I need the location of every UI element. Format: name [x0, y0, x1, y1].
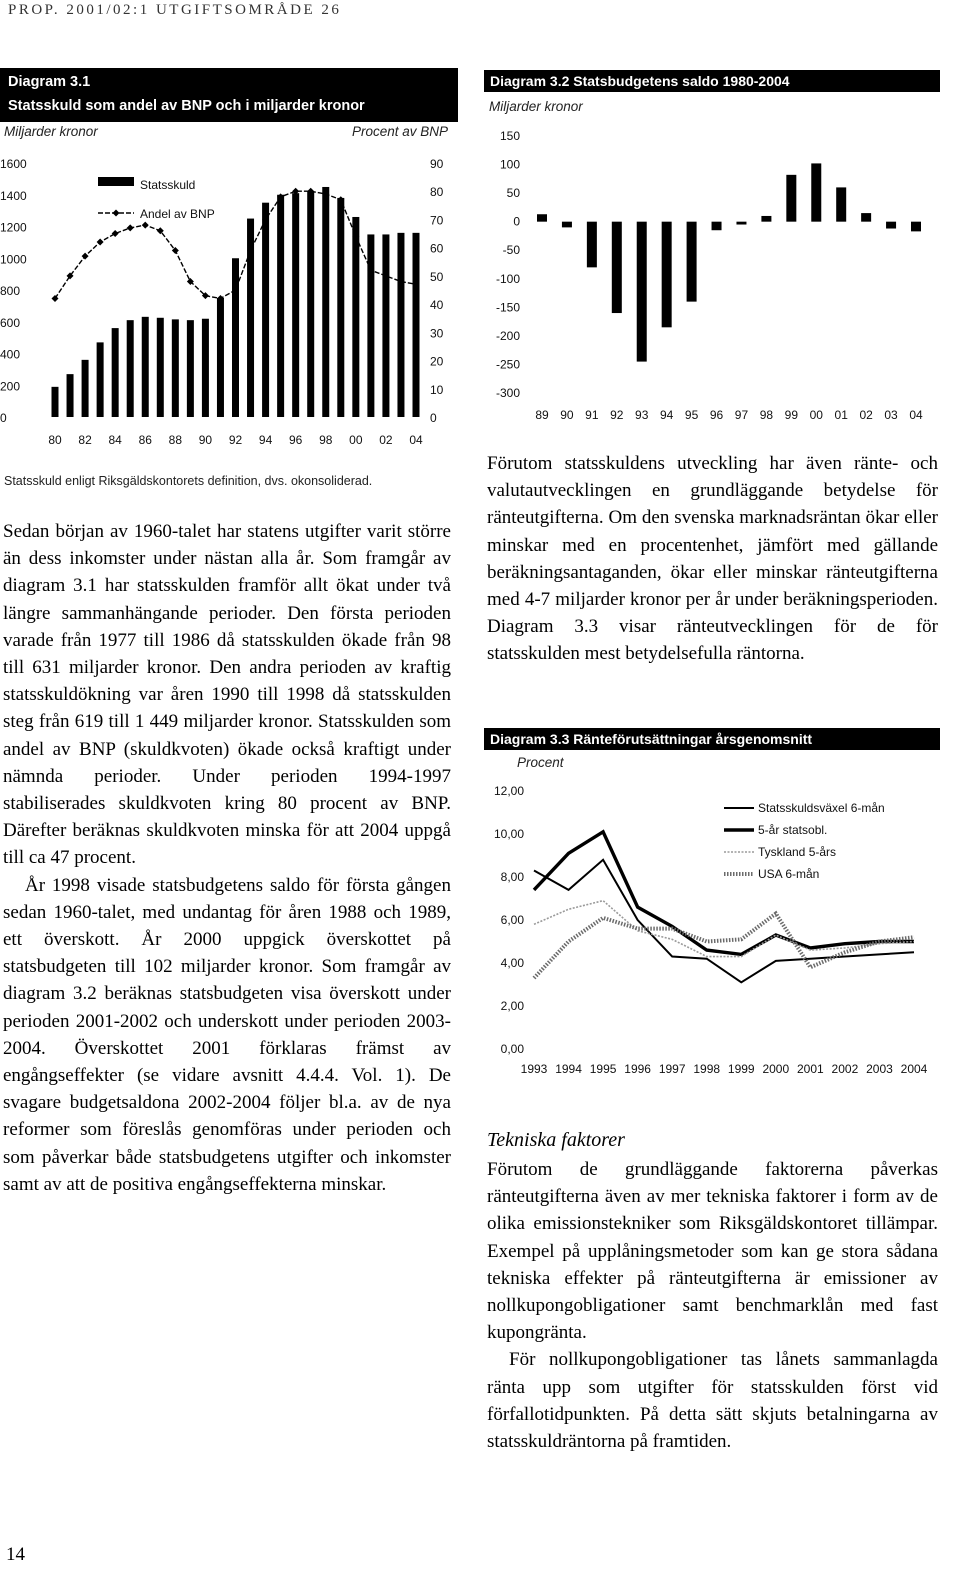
debt-bar: [112, 328, 119, 417]
balance-bar: [587, 222, 597, 268]
y-left-tick-label: 1000: [0, 252, 27, 267]
legend-label: USA 6-mån: [758, 867, 820, 881]
left-column-text: [3, 518, 451, 1198]
x-tick-label: 03: [884, 408, 898, 422]
y-tick-label: 12,00: [493, 784, 524, 798]
y-right-tick-label: 0: [430, 411, 437, 425]
right-column-text: [487, 450, 938, 668]
debt-bar: [97, 342, 104, 417]
y-tick-label: -300: [495, 386, 520, 400]
diagram1-right-unit: Procent av BNP: [352, 124, 449, 139]
legend-bar-swatch: [98, 177, 134, 186]
legend-label-share: Andel av BNP: [140, 207, 215, 221]
diagram3-title-bar: Diagram 3.3 Ränteförutsättningar årsgenomsnitt: [484, 728, 940, 750]
y-tick-label: 6,00: [500, 913, 524, 927]
debt-bar: [52, 387, 59, 417]
debt-bar: [413, 233, 420, 417]
y-right-tick-label: 50: [430, 269, 444, 284]
y-right-tick-label: 60: [430, 241, 444, 256]
debt-chart: [0, 145, 470, 455]
y-tick-label: 150: [499, 129, 520, 143]
x-tick-label: 2004: [900, 1062, 928, 1076]
x-tick-label: 1996: [624, 1062, 651, 1076]
balance-bar: [786, 175, 796, 222]
x-tick-label: 94: [258, 433, 273, 447]
diagram2-title-bar: Diagram 3.2 Statsbudgetens saldo 1980-2004: [484, 70, 940, 92]
running-header: PROP. 2001/02:1 UTGIFTSOMRÅDE 26: [8, 2, 342, 18]
debt-bar: [262, 203, 269, 417]
rate-series-line: [534, 914, 914, 979]
x-tick-label: 1994: [555, 1062, 582, 1076]
right-paragraph: Förutom statsskuldens utveckling har även ränte- och valutautvecklingen en grundläggande betydelse för ränteutgifterna. Om den svenska marknadsräntan ökar eller minskar med en procentenhet, jämfört med gällande beräkningsantaganden, ökar eller minskar ränteutgifterna med 4-7 miljarder kronor per år under beräkningsperioden. Diagram 3.3 visar ränteutvecklingen för de för statsskulden mest betydelsefulla räntorna.: [487, 453, 938, 665]
y-tick-label: 100: [499, 157, 520, 172]
x-tick-label: 2002: [831, 1062, 859, 1076]
debt-bar: [397, 233, 404, 417]
x-tick-label: 80: [48, 433, 62, 447]
debt-bar: [67, 374, 74, 417]
left-paragraph-2: År 1998 visade statsbudgetens saldo för första gången sedan 1960-talet, med undantag för åren 1988 och 1989, ett överskott. År 2000 uppgick överskottet på statsbudgeten till 102 miljarder kronor. Som framgår av diagram 3.2 beräknas statsbudgeten visa överskott under perioden 2001-2002 och underskott under perioden 2003-2004. Överskottet 2001 förklaras främst av engångseffekter (se vidare avsnitt 4.4.4. Vol. 1). De svagare budgetsaldona 2002-2004 följer bl.a. av de nya reformer som föreslås genomföras under perioden och som påverkar både statsbudgetens utgifter och inkomster samt av att de positiva engångseffekterna minskar.: [3, 874, 451, 1195]
bnp-share-point: [82, 253, 89, 260]
debt-bar: [307, 192, 314, 417]
y-left-tick-label: 600: [0, 315, 21, 330]
x-tick-label: 1999: [727, 1062, 755, 1076]
balance-bar: [911, 222, 921, 232]
debt-bar: [337, 198, 344, 417]
x-tick-label: 00: [809, 408, 823, 422]
x-tick-label: 04: [409, 433, 423, 447]
x-tick-label: 82: [78, 433, 92, 447]
bnp-share-point: [112, 230, 119, 237]
y-right-tick-label: 90: [430, 157, 444, 171]
x-tick-label: 84: [108, 433, 122, 447]
balance-bar: [712, 222, 722, 231]
debt-bar: [157, 318, 164, 417]
diagram2-unit: Miljarder kronor: [489, 99, 583, 114]
debt-bar: [142, 317, 149, 417]
debt-bar: [232, 258, 239, 417]
rate-series-line: [534, 832, 914, 955]
y-left-tick-label: 200: [0, 379, 21, 394]
legend-label: Tyskland 5-års: [758, 845, 837, 859]
x-tick-label: 2003: [866, 1062, 893, 1076]
balance-bar: [637, 222, 647, 362]
x-tick-label: 96: [709, 408, 724, 422]
legend-label: 5-år statsobl.: [758, 823, 828, 837]
y-left-tick-label: 0: [0, 411, 7, 425]
diagram1-title: Statsskuld som andel av BNP och i miljarder kronor: [8, 98, 365, 114]
y-tick-label: 0,00: [500, 1042, 524, 1056]
y-left-tick-label: 1200: [0, 220, 27, 235]
y-right-tick-label: 80: [430, 185, 444, 200]
legend-label-debt: Statsskuld: [140, 178, 196, 192]
section-subheading: Tekniska faktorer: [487, 1129, 625, 1151]
x-tick-label: 92: [228, 433, 243, 447]
x-tick-label: 91: [585, 408, 599, 422]
balance-bar: [687, 222, 697, 302]
x-tick-label: 86: [138, 433, 152, 447]
debt-bar: [82, 360, 89, 417]
rate-series-line: [534, 901, 914, 957]
rate-series-line: [534, 860, 914, 983]
balance-bar: [836, 187, 846, 221]
x-tick-label: 90: [198, 433, 213, 447]
x-tick-label: 93: [635, 408, 649, 422]
budget-balance-chart: [484, 120, 940, 430]
bottom-right-text: [487, 1156, 938, 1455]
x-tick-label: 99: [784, 408, 799, 422]
x-tick-label: 01: [834, 408, 848, 422]
y-left-tick-label: 400: [0, 347, 21, 362]
legend-label: Statsskuldsväxel 6-mån: [758, 801, 885, 815]
x-tick-label: 2000: [762, 1062, 790, 1076]
x-tick-label: 04: [909, 408, 923, 422]
x-tick-label: 98: [319, 433, 333, 447]
debt-bar: [217, 298, 224, 417]
x-tick-label: 98: [759, 408, 774, 422]
debt-bar: [172, 319, 179, 417]
balance-bar: [736, 222, 746, 225]
debt-bar: [292, 193, 299, 417]
y-left-tick-label: 1400: [0, 188, 27, 203]
debt-bar: [367, 234, 374, 417]
debt-bar: [322, 187, 329, 417]
bnp-share-point: [97, 239, 104, 246]
y-tick-label: 4,00: [500, 956, 524, 970]
y-tick-label: 50: [506, 186, 520, 201]
debt-bar: [202, 319, 209, 417]
balance-bar: [761, 216, 771, 222]
y-tick-label: -150: [495, 300, 520, 315]
bnp-share-point: [127, 224, 134, 231]
x-tick-label: 1993: [520, 1062, 548, 1076]
balance-bar: [811, 163, 821, 221]
balance-bar: [537, 214, 547, 221]
x-tick-label: 94: [659, 408, 674, 422]
balance-bar: [562, 222, 572, 228]
x-tick-label: 89: [535, 408, 549, 422]
y-right-tick-label: 70: [430, 213, 444, 228]
y-tick-label: 10,00: [493, 827, 524, 841]
debt-bar: [352, 217, 359, 417]
diagram1-note: Statsskuld enligt Riksgäldskontorets definition, dvs. okonsoliderad.: [4, 474, 373, 488]
bottom-paragraph-2: För nollkupongobligationer tas lånets sammanlagda ränta upp som utgifter för statsskulden först vid förfallotidpunkten. På detta sätt skjuts betalningarna av statsskuldräntorna på framtiden.: [487, 1349, 938, 1453]
x-tick-label: 02: [379, 433, 393, 447]
debt-bar: [277, 195, 284, 417]
x-tick-label: 00: [349, 433, 363, 447]
y-tick-label: 8,00: [500, 870, 524, 884]
x-tick-label: 90: [560, 408, 574, 422]
y-right-tick-label: 30: [430, 326, 444, 341]
balance-bar: [662, 222, 672, 328]
y-right-tick-label: 10: [430, 382, 444, 397]
diagram1-left-unit: Miljarder kronor: [4, 124, 98, 139]
y-tick-label: -100: [495, 271, 520, 286]
balance-bar: [886, 222, 896, 229]
x-tick-label: 2001: [797, 1062, 824, 1076]
y-tick-label: -250: [495, 357, 520, 372]
left-paragraph-1: Sedan början av 1960-talet har statens utgifter varit större än dess inkomster under nästan alla år. Som framgår av diagram 3.1 har statsskulden framför allt ökat under två längre sammanhängande perioder. Den första perioden varade från 1977 till 1986 då statsskulden ökade från 98 till 631 miljarder kronor. Den andra perioden av kraftig statsskuldökning var åren 1990 till 1998 då statsskulden steg från 619 till 1 449 miljarder kronor. Statsskulden som andel av BNP (skuldkvoten) ökade också kraftigt under nämnda perioder. Under perioden 1994-1997 stabiliserades skuldkvoten kring 80 procent av BNP. Därefter beräknas skuldkvoten minska för att 2004 uppgå till ca 47 procent.: [3, 521, 451, 869]
y-right-tick-label: 20: [430, 354, 444, 369]
x-tick-label: 1998: [693, 1062, 721, 1076]
interest-rate-chart: [484, 776, 940, 1086]
balance-bar: [861, 213, 871, 222]
x-tick-label: 95: [684, 408, 699, 422]
debt-bar: [382, 234, 389, 417]
debt-bar: [187, 320, 194, 417]
bnp-share-point: [142, 222, 149, 229]
legend-line-marker: [113, 210, 120, 217]
bottom-paragraph-1: Förutom de grundläggande faktorerna påverkas ränteutgifterna även av mer tekniska faktorer i form av de olika emissionstekniker som Riksgäldskontoret tillämpar. Exempel på upplåningsmetoder som kan ge stora sådana tekniska effekter på ränteutgifterna är emissioner av nollkupongobligationer samt benchmarklån med fast kupongränta.: [487, 1159, 938, 1344]
diagram3-unit: Procent: [517, 755, 564, 770]
x-tick-label: 1997: [658, 1062, 686, 1076]
y-tick-label: 0: [513, 214, 520, 229]
x-tick-label: 1995: [589, 1062, 617, 1076]
y-left-tick-label: 800: [0, 284, 21, 298]
x-tick-label: 96: [288, 433, 303, 447]
y-tick-label: -200: [495, 328, 520, 343]
balance-bar: [612, 222, 622, 313]
diagram1-title-bar: [0, 68, 458, 122]
y-tick-label: 2,00: [500, 999, 524, 1013]
x-tick-label: 88: [168, 433, 183, 447]
page-number: 14: [6, 1544, 25, 1565]
diagram1-label: Diagram 3.1: [8, 74, 91, 90]
x-tick-label: 02: [859, 408, 873, 422]
x-tick-label: 92: [610, 408, 624, 422]
x-tick-label: 97: [734, 408, 749, 422]
y-tick-label: -50: [502, 243, 520, 258]
debt-bar: [127, 320, 134, 417]
y-right-tick-label: 40: [430, 298, 444, 313]
y-left-tick-label: 1600: [0, 157, 27, 171]
